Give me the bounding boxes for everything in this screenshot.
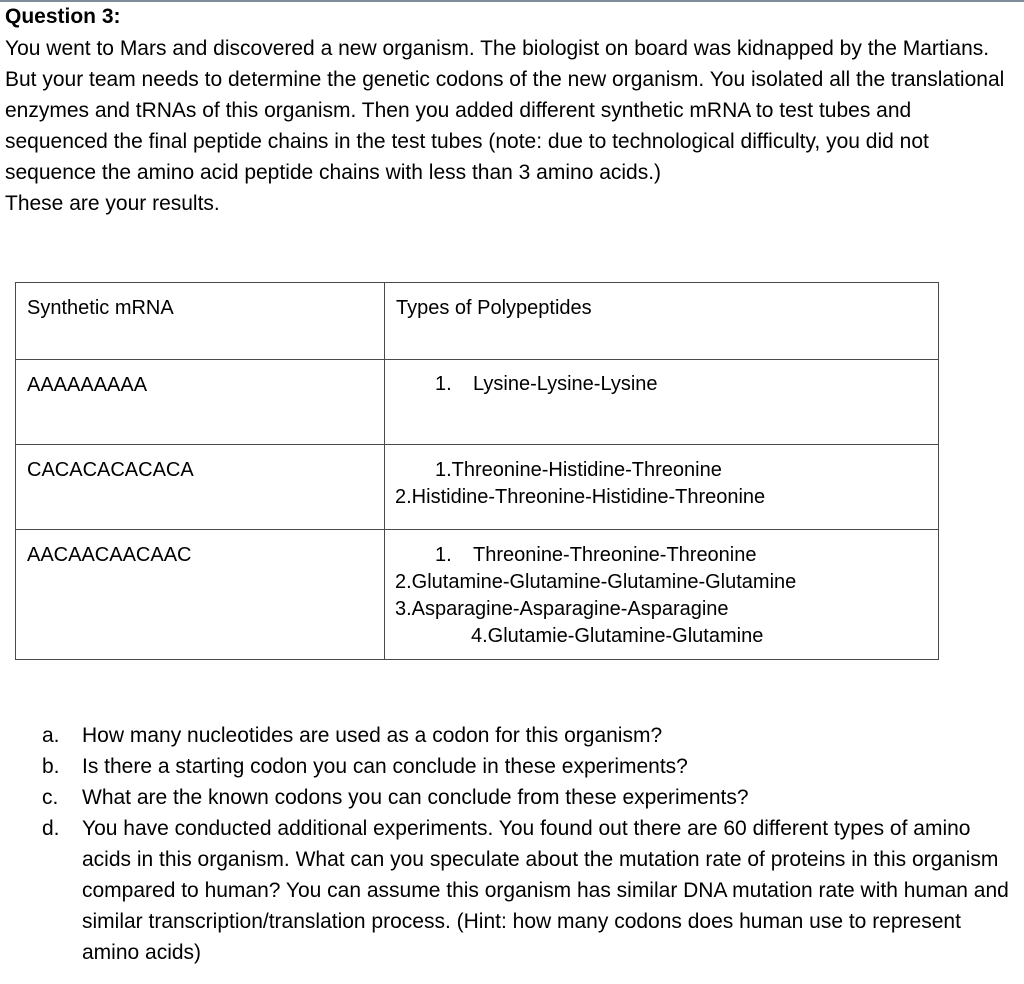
header-cell-mrna — [16, 283, 385, 360]
mrna-sequence: CACACACACACA — [27, 459, 194, 481]
question-paragraph: You went to Mars and discovered a new organism. The biologist on board was kidnapped by the Martians. But your team needs to determine the genetic codons of the new organism. You isolated all the translational enzymes and tRNAs of this organism. Then you added different synthetic mRNA to test tubes and sequenced the final peptide chains in the test tubes (note: due to technological difficulty, you did not sequence the amino acid peptide chains with less than 3 amino acids.) — [5, 37, 1005, 184]
sub-question — [0, 720, 1015, 751]
sub-question — [0, 751, 1015, 782]
polypeptides-cell — [385, 445, 939, 530]
polypeptide-item-line — [395, 542, 938, 569]
polypeptide-list — [385, 360, 938, 398]
sub-question-letter: b. — [42, 755, 60, 778]
polypeptide-list — [385, 530, 938, 650]
sub-question-list — [0, 720, 1015, 968]
polypeptide-item: 4.Glutamie-Glutamine-Glutamine — [471, 625, 764, 647]
polypeptides-cell — [385, 360, 939, 445]
sub-question-text: What are the known codons you can conclude from these experiments? — [82, 786, 749, 809]
header-cell-polypeptides — [385, 283, 939, 360]
sub-question — [0, 782, 1015, 813]
mrna-sequence: AAAAAAAAA — [27, 374, 148, 396]
polypeptides-cell — [385, 530, 939, 660]
results-table — [15, 282, 939, 660]
table-row — [16, 445, 939, 530]
header-polypeptides-label: Types of Polypeptides — [396, 297, 592, 319]
top-divider — [0, 0, 1024, 2]
polypeptide-item: 3.Asparagine-Asparagine-Asparagine — [395, 598, 729, 620]
polypeptide-item: 1.Threonine-Histidine-Threonine — [435, 459, 722, 481]
polypeptide-item: Lysine-Lysine-Lysine — [473, 373, 658, 395]
sub-question-letter: d. — [42, 817, 60, 840]
table-header-row — [16, 283, 939, 360]
sub-question-letter: c. — [42, 786, 59, 809]
mrna-cell — [16, 360, 385, 445]
polypeptide-list — [385, 445, 938, 511]
sub-question-text: Is there a starting codon you can conclude in these experiments? — [82, 755, 688, 778]
sub-question-text: You have conducted additional experiments. You found out there are 60 different types of amino acids in this organism. What can you speculate about the mutation rate of proteins in this organism compared to human? You can assume this organism has similar DNA mutation rate with human and similar transcription/translation process. (Hint: how many codons does human use to represent amino acids) — [82, 817, 1009, 964]
polypeptide-number: 1. — [435, 373, 452, 395]
sub-question — [0, 813, 1015, 968]
polypeptide-item: Threonine-Threonine-Threonine — [473, 544, 757, 566]
table-row — [16, 360, 939, 445]
polypeptide-item: 2.Glutamine-Glutamine-Glutamine-Glutamine — [395, 571, 797, 593]
mrna-cell — [16, 530, 385, 660]
polypeptide-number: 1. — [435, 544, 452, 566]
header-mrna-label: Synthetic mRNA — [27, 297, 174, 319]
sub-question-text: How many nucleotides are used as a codon for this organism? — [82, 724, 663, 747]
sub-question-letter: a. — [42, 724, 60, 747]
question-intro — [5, 33, 1015, 219]
table-row — [16, 530, 939, 660]
polypeptide-item: 2.Histidine-Threonine-Histidine-Threonine — [395, 486, 766, 508]
question-title: Question 3: — [5, 5, 121, 28]
mrna-cell — [16, 445, 385, 530]
mrna-sequence: AACAACAACAAC — [27, 544, 192, 566]
results-intro: These are your results. — [5, 192, 220, 215]
